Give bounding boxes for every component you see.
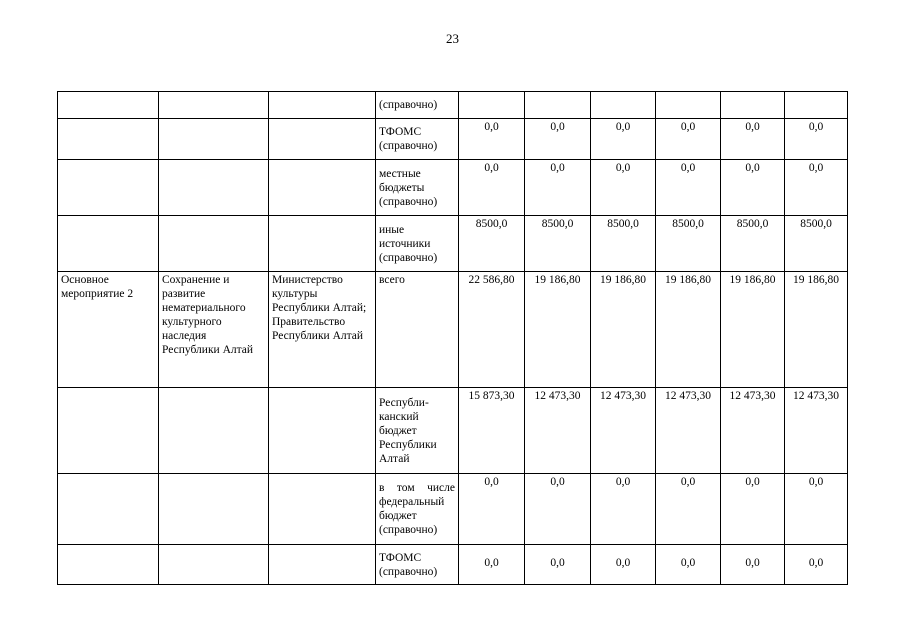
value-cell: 0,0 [459,119,525,160]
value-cell [591,92,656,119]
value-cell [525,92,591,119]
value-cell: 0,0 [525,545,591,585]
source-cell: в том числе федеральный бюджет (справочно) [376,474,459,545]
value-cell: 0,0 [656,545,721,585]
source-cell: местные бюджеты (справочно) [376,160,459,216]
value-cell: 19 186,80 [656,272,721,388]
description-cell [159,160,269,216]
executor-cell [269,119,376,160]
value-cell: 12 473,30 [721,388,785,474]
measure-cell [58,119,159,160]
description-cell [159,119,269,160]
table-row [58,388,848,474]
value-cell: 0,0 [591,474,656,545]
measure-cell [58,216,159,272]
source-cell: всего [376,272,459,388]
value-cell: 0,0 [591,160,656,216]
source-cell: (справочно) [376,92,459,119]
table-row [58,119,848,160]
description-cell [159,545,269,585]
value-cell: 8500,0 [459,216,525,272]
value-cell [459,92,525,119]
value-cell: 0,0 [525,474,591,545]
source-cell: Республи-канский бюджет Республики Алтай [376,388,459,474]
value-cell: 12 473,30 [785,388,848,474]
table-row [58,272,848,388]
table-row [58,545,848,585]
measure-cell [58,545,159,585]
table-row [58,216,848,272]
measure-cell [58,160,159,216]
page-number: 23 [446,31,459,46]
value-cell: 19 186,80 [785,272,848,388]
description-cell: Сохранение и развитие нематериального культурного наследия Республики Алтай [159,272,269,388]
description-cell [159,216,269,272]
value-cell: 0,0 [721,474,785,545]
value-cell: 0,0 [656,474,721,545]
value-cell: 0,0 [721,119,785,160]
value-cell: 12 473,30 [525,388,591,474]
value-cell: 0,0 [785,545,848,585]
executor-cell [269,474,376,545]
value-cell: 12 473,30 [656,388,721,474]
source-cell: ТФОМС (справочно) [376,119,459,160]
value-cell: 0,0 [721,160,785,216]
value-cell: 12 473,30 [591,388,656,474]
executor-cell: Министерство культуры Республики Алтай; Правительство Республики Алтай [269,272,376,388]
source-cell: иные источники (справочно) [376,216,459,272]
value-cell: 0,0 [785,474,848,545]
value-cell: 8500,0 [525,216,591,272]
budget-table [57,91,848,585]
value-cell: 19 186,80 [525,272,591,388]
value-cell: 0,0 [525,160,591,216]
table-row [58,92,848,119]
executor-cell [269,545,376,585]
value-cell: 0,0 [591,119,656,160]
value-cell: 8500,0 [785,216,848,272]
value-cell: 8500,0 [591,216,656,272]
executor-cell [269,216,376,272]
value-cell [721,92,785,119]
value-cell: 15 873,30 [459,388,525,474]
description-cell [159,474,269,545]
measure-cell [58,92,159,119]
value-cell: 0,0 [525,119,591,160]
value-cell: 19 186,80 [721,272,785,388]
value-cell: 0,0 [785,160,848,216]
value-cell: 0,0 [721,545,785,585]
table-row [58,474,848,545]
value-cell: 0,0 [591,545,656,585]
value-cell: 0,0 [459,545,525,585]
table-row [58,160,848,216]
value-cell: 8500,0 [656,216,721,272]
value-cell: 0,0 [656,160,721,216]
source-cell: ТФОМС (справочно) [376,545,459,585]
measure-cell [58,474,159,545]
value-cell: 0,0 [459,474,525,545]
executor-cell [269,160,376,216]
value-cell [785,92,848,119]
value-cell [656,92,721,119]
value-cell: 0,0 [459,160,525,216]
value-cell: 8500,0 [721,216,785,272]
measure-cell: Основное мероприятие 2 [58,272,159,388]
value-cell: 22 586,80 [459,272,525,388]
description-cell [159,92,269,119]
description-cell [159,388,269,474]
executor-cell [269,92,376,119]
executor-cell [269,388,376,474]
value-cell: 19 186,80 [591,272,656,388]
measure-cell [58,388,159,474]
value-cell: 0,0 [785,119,848,160]
value-cell: 0,0 [656,119,721,160]
